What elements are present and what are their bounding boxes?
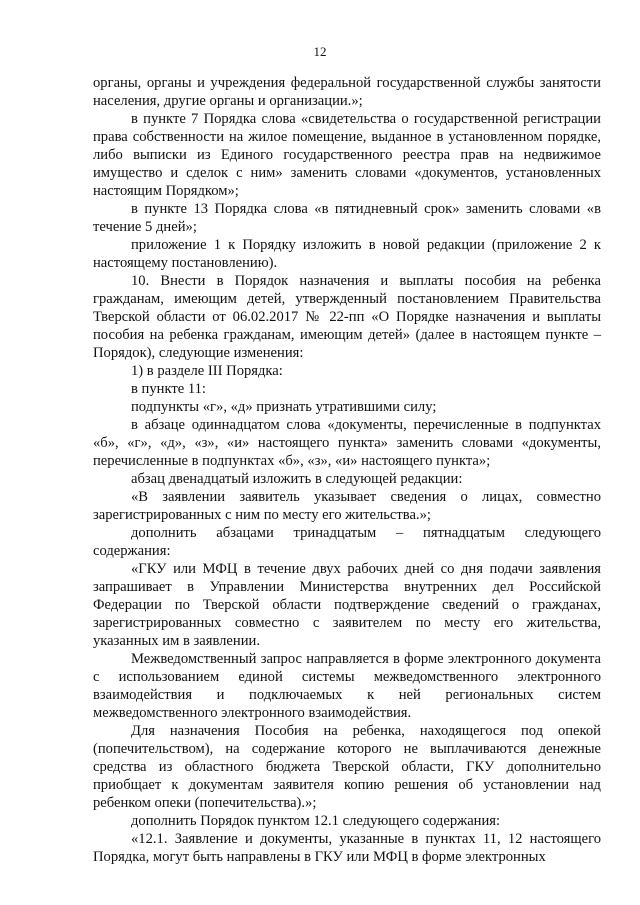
paragraph-continuation: органы, органы и учреждения федеральной государственной службы занятости населения, другие органы и организации.»;	[93, 75, 601, 109]
document-body	[93, 74, 601, 866]
paragraph-add-point-12-1: дополнить Порядок пунктом 12.1 следующего содержания:	[131, 813, 501, 829]
page-number: 12	[313, 44, 327, 59]
paragraph-add-abzacs: дополнить абзацами тринадцатым – пятнадцатым следующего содержания:	[93, 525, 601, 559]
paragraph-gku-request: «ГКУ или МФЦ в течение двух рабочих дней со дня подачи заявления запрашивает в Управлении Министерства внутренних дел Российской Федерации по Тверской области подтверждение сведений о гражданах, зарегистрированных совместно с заявителем по месту его жительства, указанных им в заявлении.	[93, 561, 601, 649]
paragraph-subsection-1: 1) в разделе III Порядка:	[131, 363, 283, 379]
paragraph-appendix-1: приложение 1 к Порядку изложить в новой редакции (приложение 2 к настоящему постановлению).	[93, 237, 601, 271]
paragraph-guardianship: Для назначения Пособия на ребенка, находящегося под опекой (попечительством), на содержание которого не выплачиваются денежные средства из областного бюджета Тверской области, ГКУ дополнительно приобщает к документам заявителя копию решения об установлении над ребенком опеки (попечительства).»;	[93, 723, 601, 811]
paragraph-subpoints-invalid: подпункты «г», «д» признать утратившими силу;	[131, 399, 437, 415]
paragraph-point-11: в пункте 11:	[131, 381, 206, 397]
paragraph-point-12-1: «12.1. Заявление и документы, указанные в пунктах 11, 12 настоящего Порядка, могут быть направлены в ГКУ или МФЦ в форме электронных	[93, 831, 601, 865]
paragraph-twelfth-abzac: абзац двенадцатый изложить в следующей редакции:	[131, 471, 463, 487]
paragraph-item-7: в пункте 7 Порядка слова «свидетельства о государственной регистрации права собственности на жилое помещение, выданное в установленном порядке, либо выписки из Единого государственного реестра прав на недвижимое имущество и сделок с ним» заменить словами «документов, установленных настоящим Порядком»;	[93, 111, 601, 199]
paragraph-eleventh-abzac: в абзаце одиннадцатом слова «документы, перечисленные в подпунктах «б», «г», «д», «з», «и» настоящего пункта» заменить словами «документы, перечисленные в подпунктах «б», «з», «и» настоящего пункта»;	[93, 417, 601, 469]
paragraph-interagency-request: Межведомственный запрос направляется в форме электронного документа с использованием единой системы межведомственного электронного взаимодействия и подключаемых к ней региональных систем межведомственного электронного взаимодействия.	[93, 651, 601, 721]
paragraph-item-13: в пункте 13 Порядка слова «в пятидневный срок» заменить словами «в течение 5 дней»;	[93, 201, 601, 235]
paragraph-section-10: 10. Внести в Порядок назначения и выплаты пособия на ребенка гражданам, имеющим детей, утвержденный постановлением Правительства Тверской области от 06.02.2017 № 22-пп «О Порядке назначения и выплаты пособия на ребенка гражданам, имеющим детей» (далее в настоящем пункте – Порядок), следующие изменения:	[93, 273, 601, 361]
paragraph-applicant-info: «В заявлении заявитель указывает сведения о лицах, совместно зарегистрированных с ним по месту его жительства.»;	[93, 489, 601, 523]
